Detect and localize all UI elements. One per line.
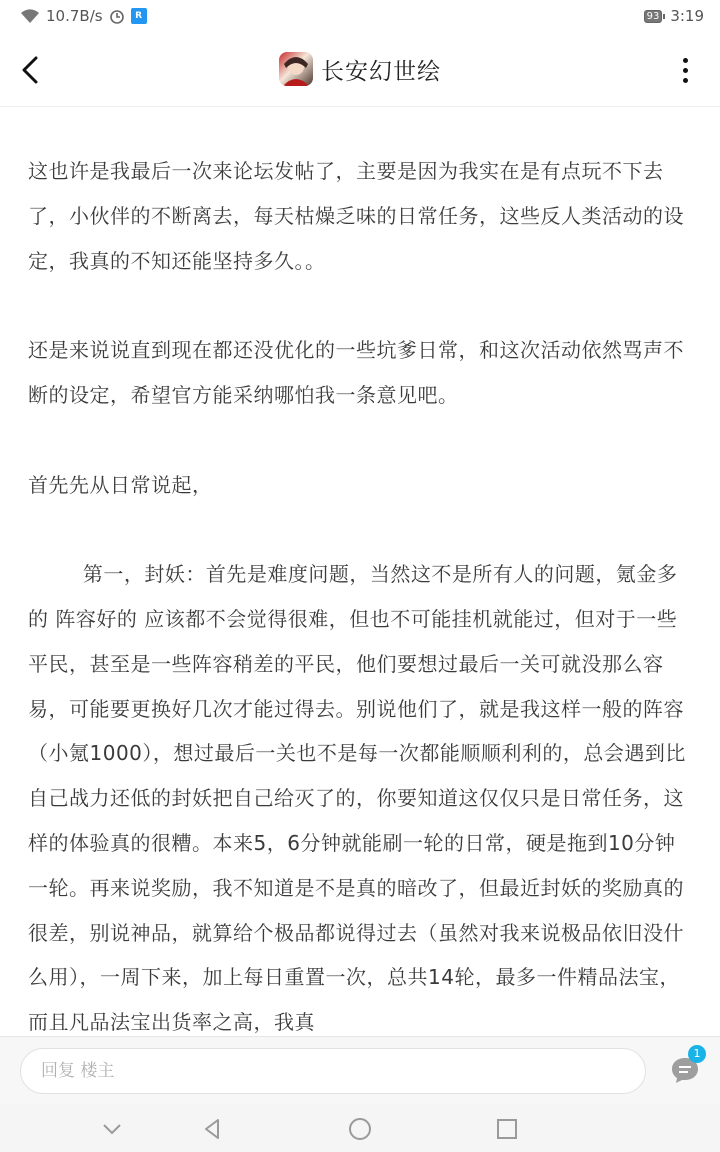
clock: 3:19 bbox=[670, 7, 704, 25]
chevron-down-icon bbox=[97, 1114, 127, 1144]
app-notification-icon: R bbox=[131, 8, 147, 24]
square-recents-icon bbox=[492, 1114, 522, 1144]
nav-home-button[interactable] bbox=[345, 1114, 375, 1144]
post-paragraph: 还是来说说直到现在都还没优化的一些坑爹日常，和这次活动依然骂声不断的设定，希望官方能采纳哪怕我一条意见吧。 bbox=[28, 338, 684, 407]
reply-input[interactable]: 回复 楼主 bbox=[20, 1048, 646, 1094]
top-bar bbox=[0, 36, 720, 107]
game-logo-icon bbox=[279, 52, 313, 86]
page-title: 长安幻世绘 bbox=[321, 58, 441, 85]
post-body bbox=[28, 149, 692, 1035]
wifi-icon bbox=[20, 8, 40, 24]
battery-icon bbox=[644, 10, 663, 23]
alarm-icon bbox=[109, 8, 125, 24]
nav-back-button[interactable] bbox=[197, 1114, 227, 1144]
title-group bbox=[0, 52, 720, 86]
more-menu-button[interactable] bbox=[670, 52, 700, 88]
triangle-back-icon bbox=[197, 1114, 227, 1144]
system-nav-bar bbox=[0, 1104, 720, 1152]
circle-home-icon bbox=[345, 1114, 375, 1144]
post-paragraph: 首先先从日常说起， bbox=[28, 472, 213, 497]
reply-bar bbox=[0, 1036, 720, 1105]
comment-count-badge: 1 bbox=[688, 1045, 706, 1063]
nav-hide-button[interactable] bbox=[97, 1114, 127, 1144]
network-speed: 10.7B/s bbox=[46, 7, 103, 25]
post-paragraph: 第一，封妖：首先是难度问题，当然这不是所有人的问题，氪金多的 阵容好的 应该都不会觉得很难，但也不可能挂机就能过，但对于一些平民，甚至是一些阵容稍差的平民，他们要想过最后一关可就没那么容易，可能要更换好几次才能过得去。别说他们了，就是我这样一般的阵容（小氪1000），想过最后一关也不是每一次都能顺顺利利的，总会遇到比自己战力还低的封妖把自己给灭了的，你要知道这仅仅只是日常任务，这样的体验真的很糟。本来5，6分钟就能刷一轮的日常，硬是拖到10分钟一轮。再来说奖励，我不知道是不是真的暗改了，但最近封妖的奖励真的很差，别说神品，就算给个极品都说得过去（虽然对我来说极品依旧没什么用），一周下来，加上每日重置一次，总共14轮，最多一件精品法宝，而且凡品法宝出货率之高，我真 bbox=[28, 562, 686, 1035]
nav-recents-button[interactable] bbox=[492, 1114, 522, 1144]
battery-level: 93 bbox=[646, 10, 660, 22]
more-vertical-icon bbox=[683, 58, 688, 63]
comments-button[interactable] bbox=[668, 1047, 702, 1087]
post-paragraph: 这也许是我最后一次来论坛发帖了，主要是因为我实在是有点玩不下去了，小伙伴的不断离去，每天枯燥乏味的日常任务，这些反人类活动的设定，我真的不知还能坚持多久。。 bbox=[28, 159, 684, 273]
status-bar bbox=[0, 0, 720, 36]
